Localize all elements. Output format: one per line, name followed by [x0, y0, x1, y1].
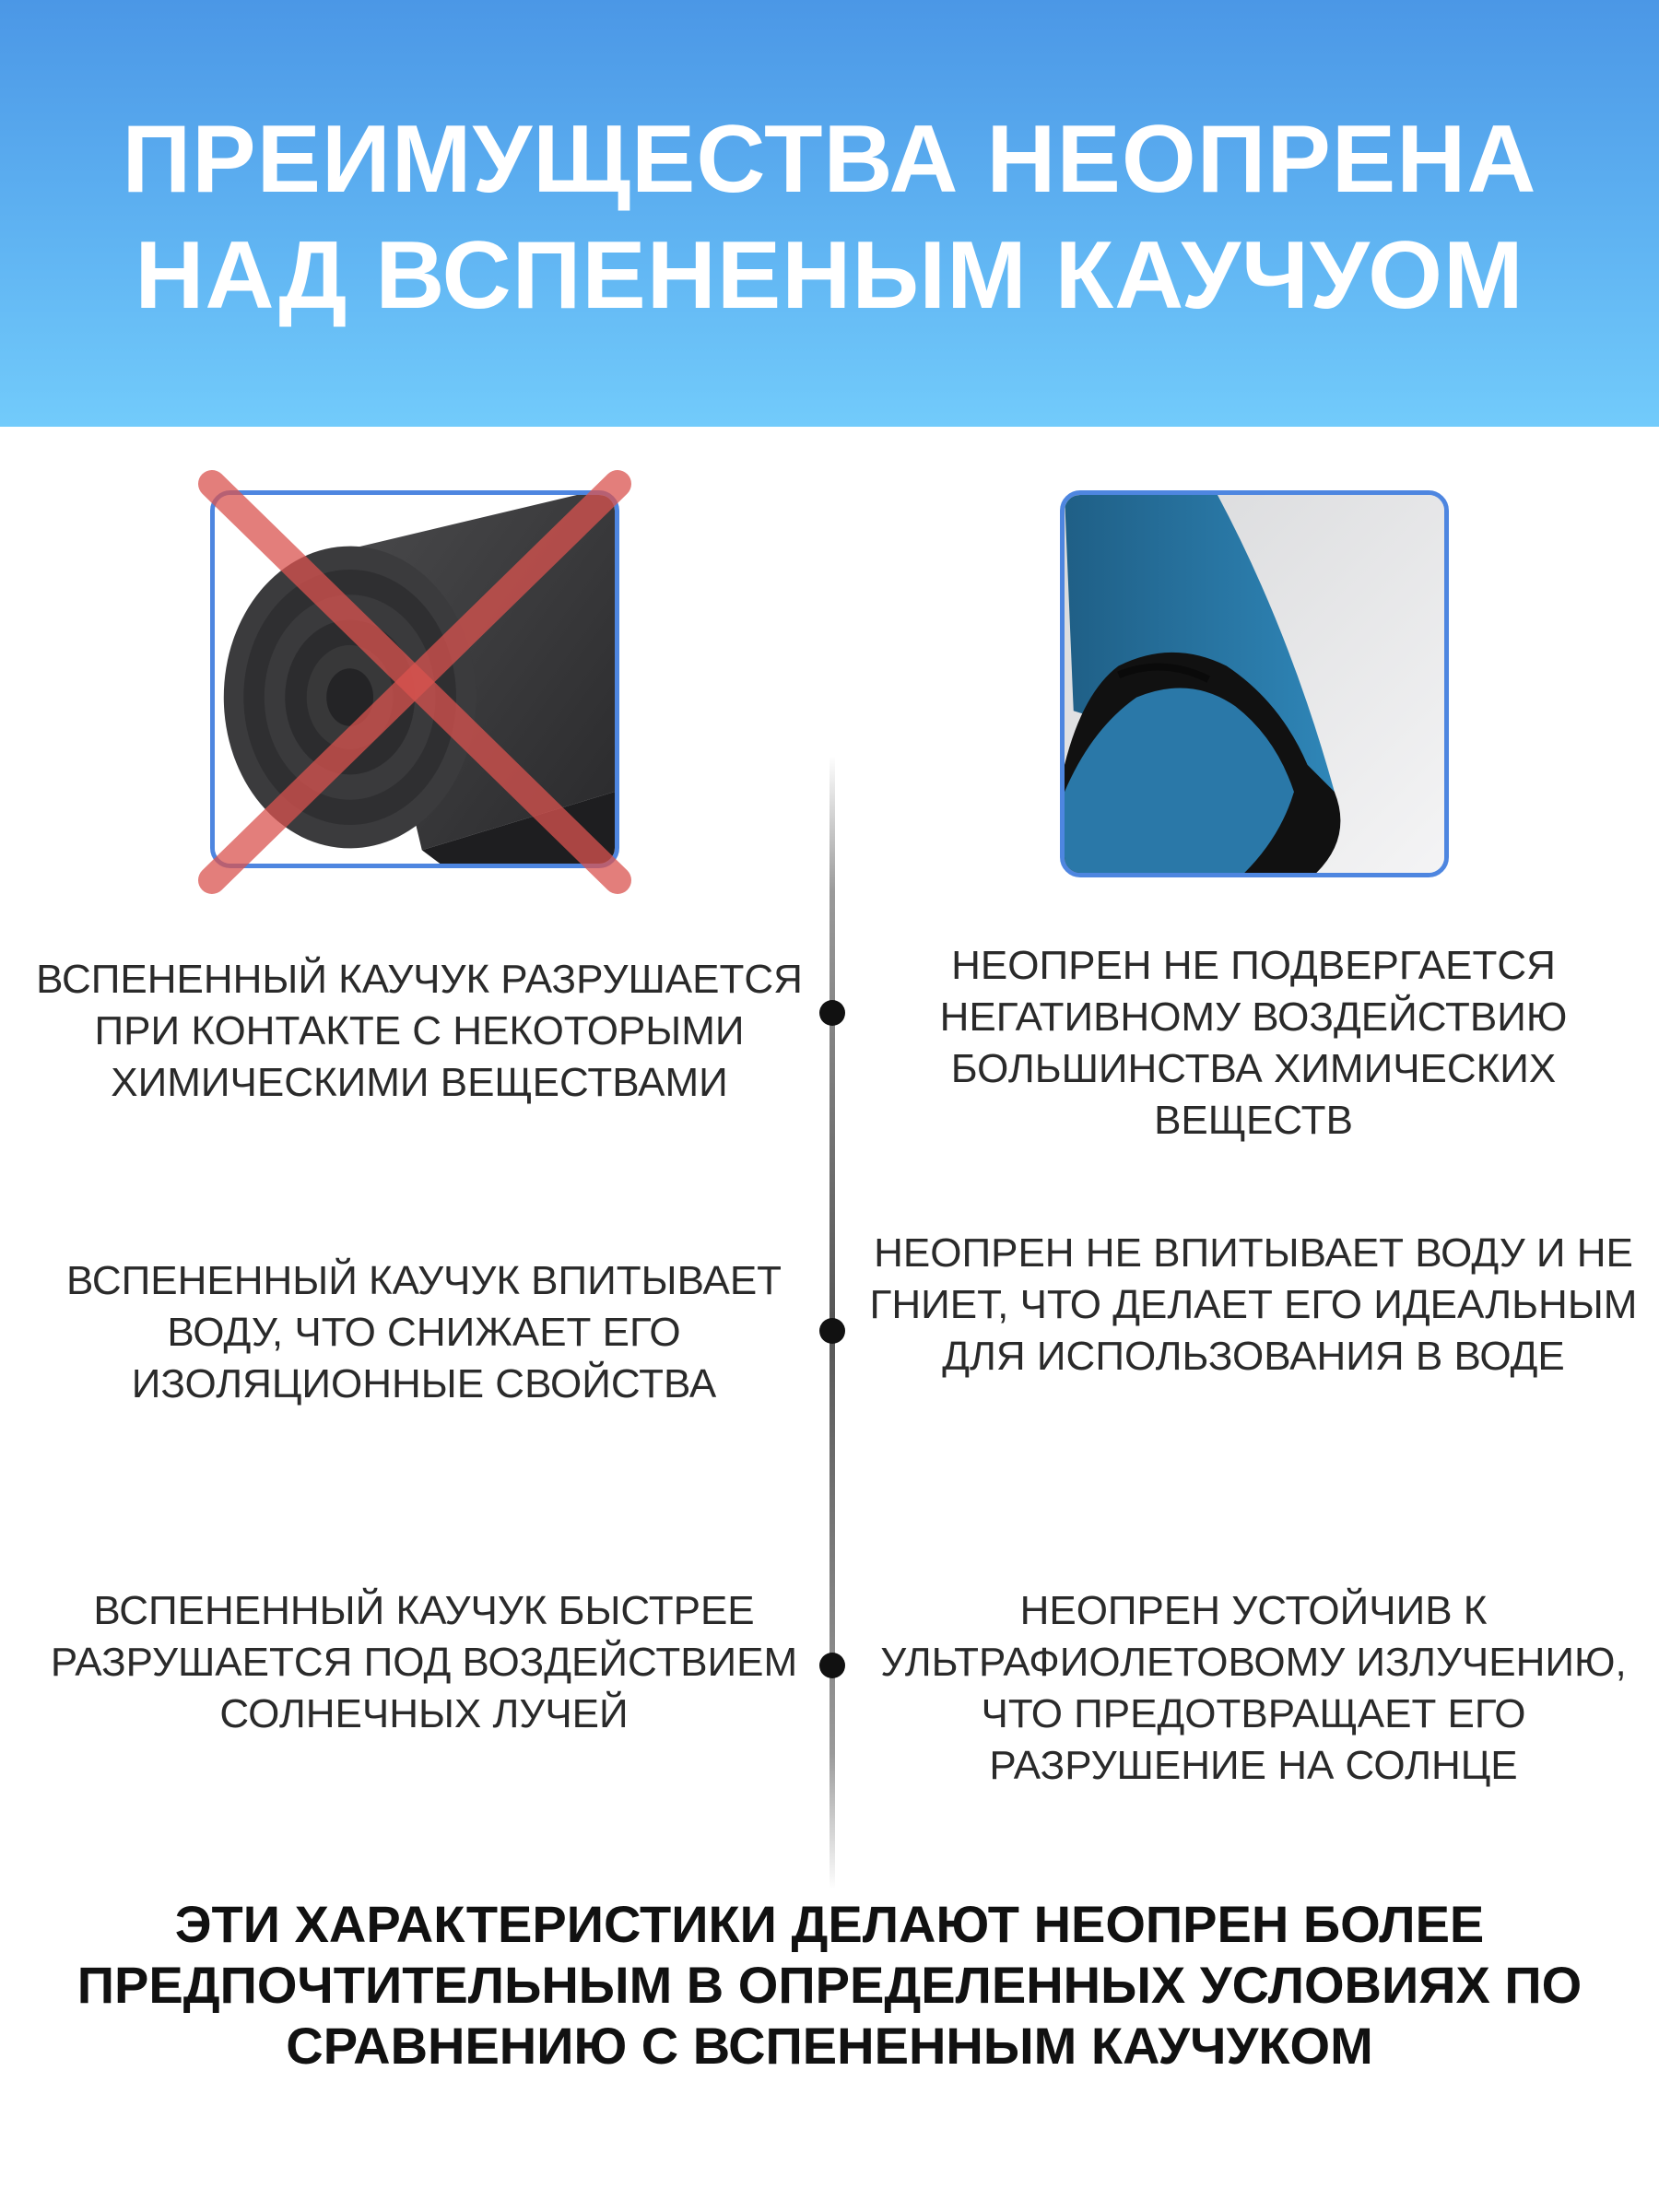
foam-rubber-point-sun: ВСПЕНЕННЫЙ КАУЧУК БЫСТРЕЕ РАЗРУШАЕТСЯ ПОД ВОЗДЕЙСТВИЕМ СОЛНЕЧНЫХ ЛУЧЕЙ	[50, 1588, 798, 1736]
timeline-dot	[819, 1318, 845, 1344]
timeline-dot	[819, 1653, 845, 1678]
title-line-2: НАД ВСПЕНЕНЫМ КАУЧУОМ	[135, 222, 1524, 329]
cross-icon	[194, 465, 636, 899]
foam-rubber-point-chemicals: ВСПЕНЕННЫЙ КАУЧУК РАЗРУШАЕТСЯ ПРИ КОНТАКТЕ С НЕКОТОРЫМИ ХИМИЧЕСКИМИ ВЕЩЕСТВАМИ	[36, 957, 803, 1105]
conclusion-text: ЭТИ ХАРАКТЕРИСТИКИ ДЕЛАЮТ НЕОПРЕН БОЛЕЕ ПРЕДПОЧТИТЕЛЬНЫМ В ОПРЕДЕЛЕННЫХ УСЛОВИЯХ ПО СРАВНЕНИЮ С ВСПЕНЕННЫМ КАУЧУКОМ	[76, 1895, 1583, 2075]
neoprene-photo	[1060, 490, 1449, 877]
neoprene-fabric-image	[1065, 495, 1444, 873]
page-title	[0, 101, 1659, 334]
neoprene-point-sun: НЕОПРЕН УСТОЙЧИВ К УЛЬТРАФИОЛЕТОВОМУ ИЗЛУЧЕНИЮ, ЧТО ПРЕДОТВРАЩАЕТ ЕГО РАЗРУШЕНИЕ НА СОЛНЦЕ	[880, 1588, 1627, 1788]
timeline-dot	[819, 1000, 845, 1026]
header-banner	[0, 0, 1659, 427]
neoprene-point-chemicals: НЕОПРЕН НЕ ПОДВЕРГАЕТСЯ НЕГАТИВНОМУ ВОЗДЕЙСТВИЮ БОЛЬШИНСТВА ХИМИЧЕСКИХ ВЕЩЕСТВ	[939, 943, 1568, 1143]
foam-rubber-point-water: ВСПЕНЕННЫЙ КАУЧУК ВПИТЫВАЕТ ВОДУ, ЧТО СНИЖАЕТ ЕГО ИЗОЛЯЦИОННЫЕ СВОЙСТВА	[65, 1258, 782, 1406]
title-line-1: ПРЕИМУЩЕСТВА НЕОПРЕНА	[122, 106, 1537, 213]
neoprene-point-water: НЕОПРЕН НЕ ВПИТЫВАЕТ ВОДУ И НЕ ГНИЕТ, ЧТО ДЕЛАЕТ ЕГО ИДЕАЛЬНЫМ ДЛЯ ИСПОЛЬЗОВАНИЯ В ВОДЕ	[869, 1230, 1638, 1379]
